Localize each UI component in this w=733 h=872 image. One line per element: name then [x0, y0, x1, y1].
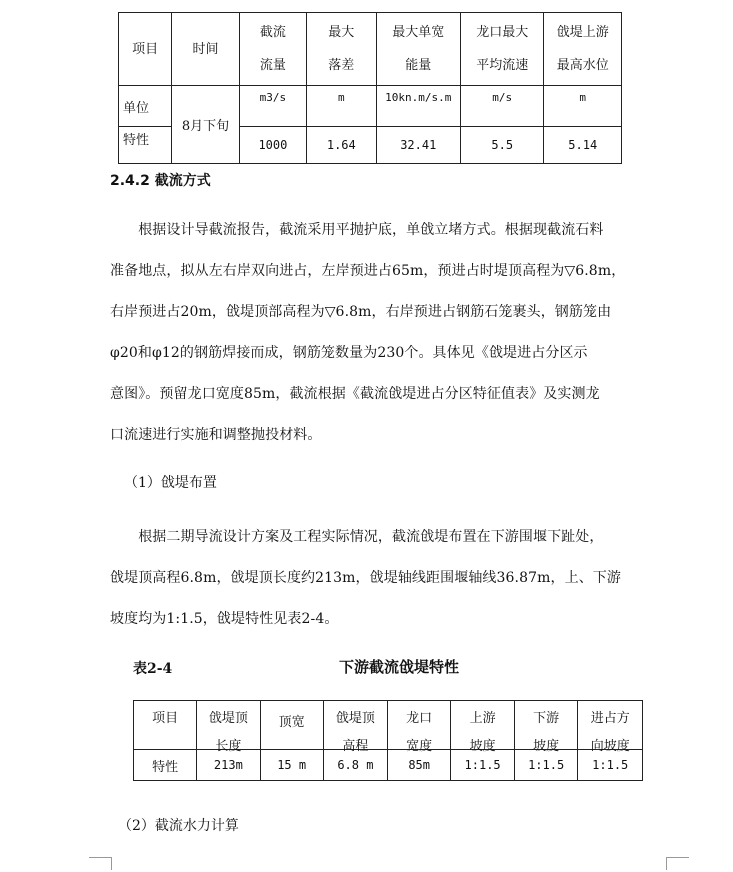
header-cell-max-drop: 最大 落差	[307, 13, 376, 86]
value-cell: 213m	[197, 750, 260, 781]
subsection-heading: （1）戗堤布置	[124, 475, 217, 491]
paragraph-closure-method	[110, 210, 670, 456]
section-heading: 2.4.2 截流方式	[110, 173, 211, 189]
header-cell-max-energy: 最大单宽 能量	[376, 13, 461, 86]
unit-cell: m	[307, 86, 376, 127]
paragraph-line: 根据设计导截流报告，截流采用平抛护底，单戗立堵方式。根据现截流石料	[110, 222, 604, 238]
unit-cell: m3/s	[239, 86, 306, 127]
value-cell: 32.41	[376, 127, 461, 164]
value-cell: 1:1.5	[578, 750, 643, 781]
value-cell: 1:1.5	[514, 750, 578, 781]
paragraph-line: 右岸预进占20m，戗堤顶部高程为▽6.8m，右岸预进占钢筋石笼裹头，钢筋笼由	[110, 304, 612, 320]
header-cell: 戗堤顶 高程	[323, 701, 387, 750]
dike-characteristics-table	[133, 700, 643, 781]
paragraph-line: 根据二期导流设计方案及工程实际情况，截流戗堤布置在下游围堰下趾处，	[110, 529, 604, 545]
row-label-characteristic: 特性	[134, 750, 197, 781]
paragraph-line: 意图》。预留龙口宽度85m，截流根据《截流戗堤进占分区特征值表》及实测龙	[110, 386, 600, 402]
header-cell-item: 项目	[119, 13, 172, 86]
header-cell: 进占方 向坡度	[578, 701, 643, 750]
page-corner-mark-left	[89, 857, 112, 870]
header-cell: 戗堤顶 长度	[197, 701, 260, 750]
value-cell: 6.8 m	[323, 750, 387, 781]
paragraph-line: 戗堤顶高程6.8m，戗堤顶长度约213m，戗堤轴线距围堰轴线36.87m，上、下游	[110, 570, 621, 586]
header-cell-max-velocity: 龙口最大 平均流速	[461, 13, 544, 86]
header-cell: 项目	[134, 701, 197, 750]
row-label-characteristic: 特性	[119, 127, 172, 164]
page-corner-mark-right	[666, 857, 689, 870]
paragraph-line: 准备地点，拟从左右岸双向进占，左岸预进占65m，预进占时堤顶高程为▽6.8m，	[110, 263, 626, 279]
value-cell: 15 m	[260, 750, 323, 781]
paragraph-line: 坡度均为1:1.5，戗堤特性见表2-4。	[110, 611, 339, 627]
table-caption-number: 表2-4	[133, 661, 173, 677]
header-cell: 上游 坡度	[451, 701, 515, 750]
subsection-heading: （2）截流水力计算	[118, 818, 239, 834]
value-cell: 5.14	[544, 127, 622, 164]
value-cell: 5.5	[461, 127, 544, 164]
value-cell: 1000	[239, 127, 306, 164]
value-cell: 1.64	[307, 127, 376, 164]
unit-cell: 10kn.m/s.m	[376, 86, 461, 127]
paragraph-dike-layout	[110, 517, 670, 640]
value-cell: 1:1.5	[451, 750, 515, 781]
header-cell-time: 时间	[172, 13, 239, 86]
header-cell: 顶宽	[260, 701, 323, 750]
header-cell: 下游 坡度	[514, 701, 578, 750]
unit-cell: m	[544, 86, 622, 127]
time-cell: 8月下旬	[172, 86, 239, 164]
flow-characteristics-table	[118, 12, 622, 164]
value-cell: 85m	[388, 750, 451, 781]
header-cell-max-water-level: 戗堤上游 最高水位	[544, 13, 622, 86]
paragraph-line: φ20和φ12的钢筋焊接而成，钢筋笼数量为230个。具体见《戗堤进占分区示	[110, 345, 588, 361]
table-caption-title: 下游截流戗堤特性	[339, 658, 460, 676]
header-cell-flow: 截流 流量	[239, 13, 306, 86]
unit-cell: m/s	[461, 86, 544, 127]
paragraph-line: 口流速进行实施和调整抛投材料。	[110, 427, 322, 443]
header-cell: 龙口 宽度	[388, 701, 451, 750]
row-label-unit: 单位	[119, 86, 172, 127]
